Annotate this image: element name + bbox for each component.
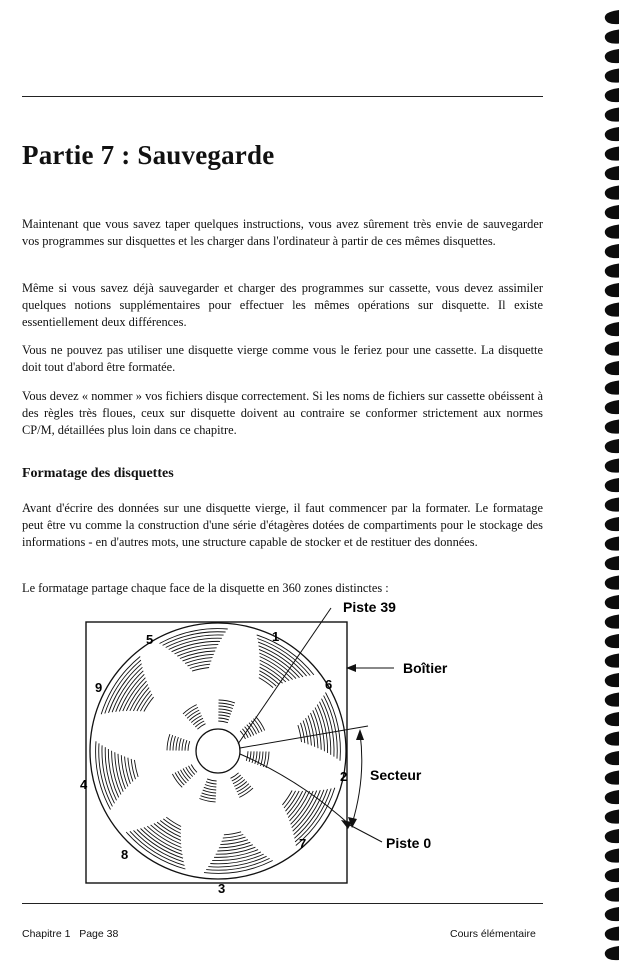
- binding-ring: [605, 186, 619, 200]
- track-arc: [219, 706, 233, 709]
- binding-ring: [605, 771, 619, 785]
- binding-ring: [605, 907, 619, 921]
- track-arc: [219, 700, 235, 703]
- binding-ring: [605, 595, 619, 609]
- binding-ring: [605, 342, 619, 356]
- paragraph-4: Vous devez « nommer » vos fichiers disque correctement. Si les noms de fichiers sur cassette obéissent à des règles très floues, ceux sur disquette doivent au contraire se conformer strictement aux normes CP/M, détaillées plus loin dans ce chapitre.: [22, 389, 543, 437]
- binding-ring: [605, 361, 619, 375]
- binding-ring: [605, 673, 619, 687]
- binding-ring: [605, 888, 619, 902]
- track-arc: [207, 779, 217, 781]
- track-arc: [144, 697, 154, 711]
- track-arc: [220, 840, 248, 845]
- binding-ring: [605, 868, 619, 882]
- track-arc: [205, 785, 216, 788]
- binding-ring: [605, 10, 619, 24]
- track-arc: [105, 660, 141, 713]
- sector-number-4: 4: [80, 777, 88, 792]
- track-arc: [112, 751, 121, 795]
- binding-ring: [605, 108, 619, 122]
- track-arc: [234, 779, 245, 786]
- disk-hub: [196, 729, 240, 773]
- piste0-label: Piste 0: [386, 835, 432, 851]
- track-arc: [182, 739, 184, 751]
- track-arc: [191, 716, 202, 723]
- track-arc: [135, 760, 139, 777]
- piste39-label: Piste 39: [343, 599, 396, 615]
- binding-ring: [605, 420, 619, 434]
- track-arc: [219, 703, 234, 706]
- binding-ring: [605, 751, 619, 765]
- track-arc: [170, 735, 173, 750]
- track-arc: [291, 791, 314, 824]
- binding-ring: [605, 693, 619, 707]
- spiral-binding: [597, 0, 619, 972]
- sector-number-2: 2: [340, 769, 348, 784]
- binding-ring: [605, 244, 619, 258]
- footer-right: Cours élémentaire: [450, 928, 536, 940]
- binding-ring: [605, 498, 619, 512]
- track-arc: [295, 789, 331, 842]
- track-arc: [259, 678, 273, 688]
- track-arc: [260, 660, 290, 681]
- sector-arc: [352, 733, 362, 824]
- sector-number-7: 7: [299, 836, 307, 851]
- track-arc: [246, 751, 248, 761]
- track-arc: [147, 826, 181, 847]
- track-arc: [313, 710, 321, 749]
- binding-ring: [605, 810, 619, 824]
- binding-ring: [605, 615, 619, 629]
- track-arc: [173, 736, 176, 750]
- binding-ring: [605, 439, 619, 453]
- track-arc: [218, 718, 229, 720]
- binding-ring: [605, 400, 619, 414]
- track-arc: [224, 832, 241, 835]
- track-arc: [218, 721, 228, 723]
- binding-ring: [605, 790, 619, 804]
- binding-ring: [605, 537, 619, 551]
- binding-ring: [605, 829, 619, 843]
- binding-ring: [605, 732, 619, 746]
- secteur-label: Secteur: [370, 767, 422, 783]
- sector-number-8: 8: [121, 847, 129, 862]
- binding-ring: [605, 712, 619, 726]
- sector-number-9: 9: [95, 680, 103, 695]
- boitier-label: Boîtier: [403, 660, 448, 676]
- binding-ring: [605, 205, 619, 219]
- bottom-rule: [22, 903, 543, 904]
- binding-ring: [605, 556, 619, 570]
- track-arc: [218, 715, 230, 717]
- track-arc: [188, 741, 190, 751]
- binding-ring: [605, 69, 619, 83]
- track-arc: [206, 782, 217, 784]
- binding-ring: [605, 322, 619, 336]
- binding-ring: [605, 264, 619, 278]
- sector-number-1: 1: [272, 629, 280, 644]
- binding-ring: [605, 459, 619, 473]
- track-arc: [130, 831, 185, 865]
- binding-ring: [605, 576, 619, 590]
- sector-boundary-upper: [240, 726, 368, 748]
- binding-ring: [605, 127, 619, 141]
- binding-ring: [605, 654, 619, 668]
- track-arc: [203, 790, 216, 793]
- binding-ring: [605, 478, 619, 492]
- track-arc: [179, 738, 181, 751]
- paragraph-1: Maintenant que vous savez taper quelques instructions, vous avez sûrement très envie de sauvegarder vos programmes sur disquettes et les charger dans l'ordinateur à partir de ces mêmes disquettes.: [22, 217, 543, 248]
- binding-ring: [605, 30, 619, 44]
- track-arc: [204, 787, 216, 790]
- track-arc: [176, 737, 178, 750]
- track-arc: [260, 657, 293, 680]
- binding-ring: [605, 283, 619, 297]
- track-arc: [177, 648, 216, 656]
- sector-number-6: 6: [325, 677, 333, 692]
- track-arc: [263, 752, 266, 767]
- track-arc: [218, 712, 231, 714]
- track-arc: [219, 709, 232, 711]
- track-arc: [175, 645, 219, 654]
- binding-ring: [605, 946, 619, 960]
- binding-ring: [605, 849, 619, 863]
- track-arc: [252, 751, 254, 763]
- track-arc: [266, 752, 269, 768]
- track-arc: [315, 708, 324, 752]
- binding-ring: [605, 381, 619, 395]
- binding-ring: [605, 303, 619, 317]
- sector-number-3: 3: [218, 881, 226, 896]
- track-arc: [185, 740, 187, 751]
- section-paragraph-2: Le formatage partage chaque face de la disquette en 360 zones distinctes :: [22, 581, 389, 595]
- track-arc: [167, 734, 170, 750]
- binding-ring: [605, 88, 619, 102]
- paragraph-2: Même si vous savez déjà sauvegarder et charger des programmes sur cassette, vous devez assimiler quelques notions supplémentaires pour effectuer les mêmes opérations sur disquette. Il existe essentiellement deux différences.: [22, 281, 543, 329]
- paragraph-3: Vous ne pouvez pas utiliser une disquette vierge comme vous le feriez pour une cassette. La disquette doit tout d'abord être formatée.: [22, 343, 543, 374]
- binding-ring: [605, 147, 619, 161]
- track-arc: [208, 856, 266, 867]
- footer-left: Chapitre 1 Page 38: [22, 928, 119, 940]
- sector-arrow-top: [356, 729, 364, 740]
- binding-ring: [605, 634, 619, 648]
- track-arc: [192, 668, 209, 672]
- track-arc: [166, 817, 181, 826]
- binding-ring: [605, 225, 619, 239]
- section-title: Formatage des disquettes: [22, 466, 174, 481]
- track-arc: [298, 725, 302, 742]
- page-title: Partie 7 : Sauvegarde: [22, 140, 275, 170]
- binding-ring: [605, 49, 619, 63]
- binding-ring: [605, 166, 619, 180]
- track-arc: [123, 678, 146, 711]
- binding-ring: [605, 927, 619, 941]
- track-arc: [249, 751, 251, 762]
- section-paragraph-1: Avant d'écrire des données sur une disquette vierge, il faut commencer par la formater. Le formatage peut être vu comme la construction d'une série d'étagères dotées de compartiments pour le stockage des informations - en d'autres mots, une structure capable de stocker et de restituer des données.: [22, 501, 543, 549]
- sector-number-5: 5: [146, 632, 154, 647]
- track-arc: [202, 793, 216, 796]
- binding-ring: [605, 517, 619, 531]
- track-arc: [115, 752, 123, 791]
- track-arc: [282, 791, 292, 805]
